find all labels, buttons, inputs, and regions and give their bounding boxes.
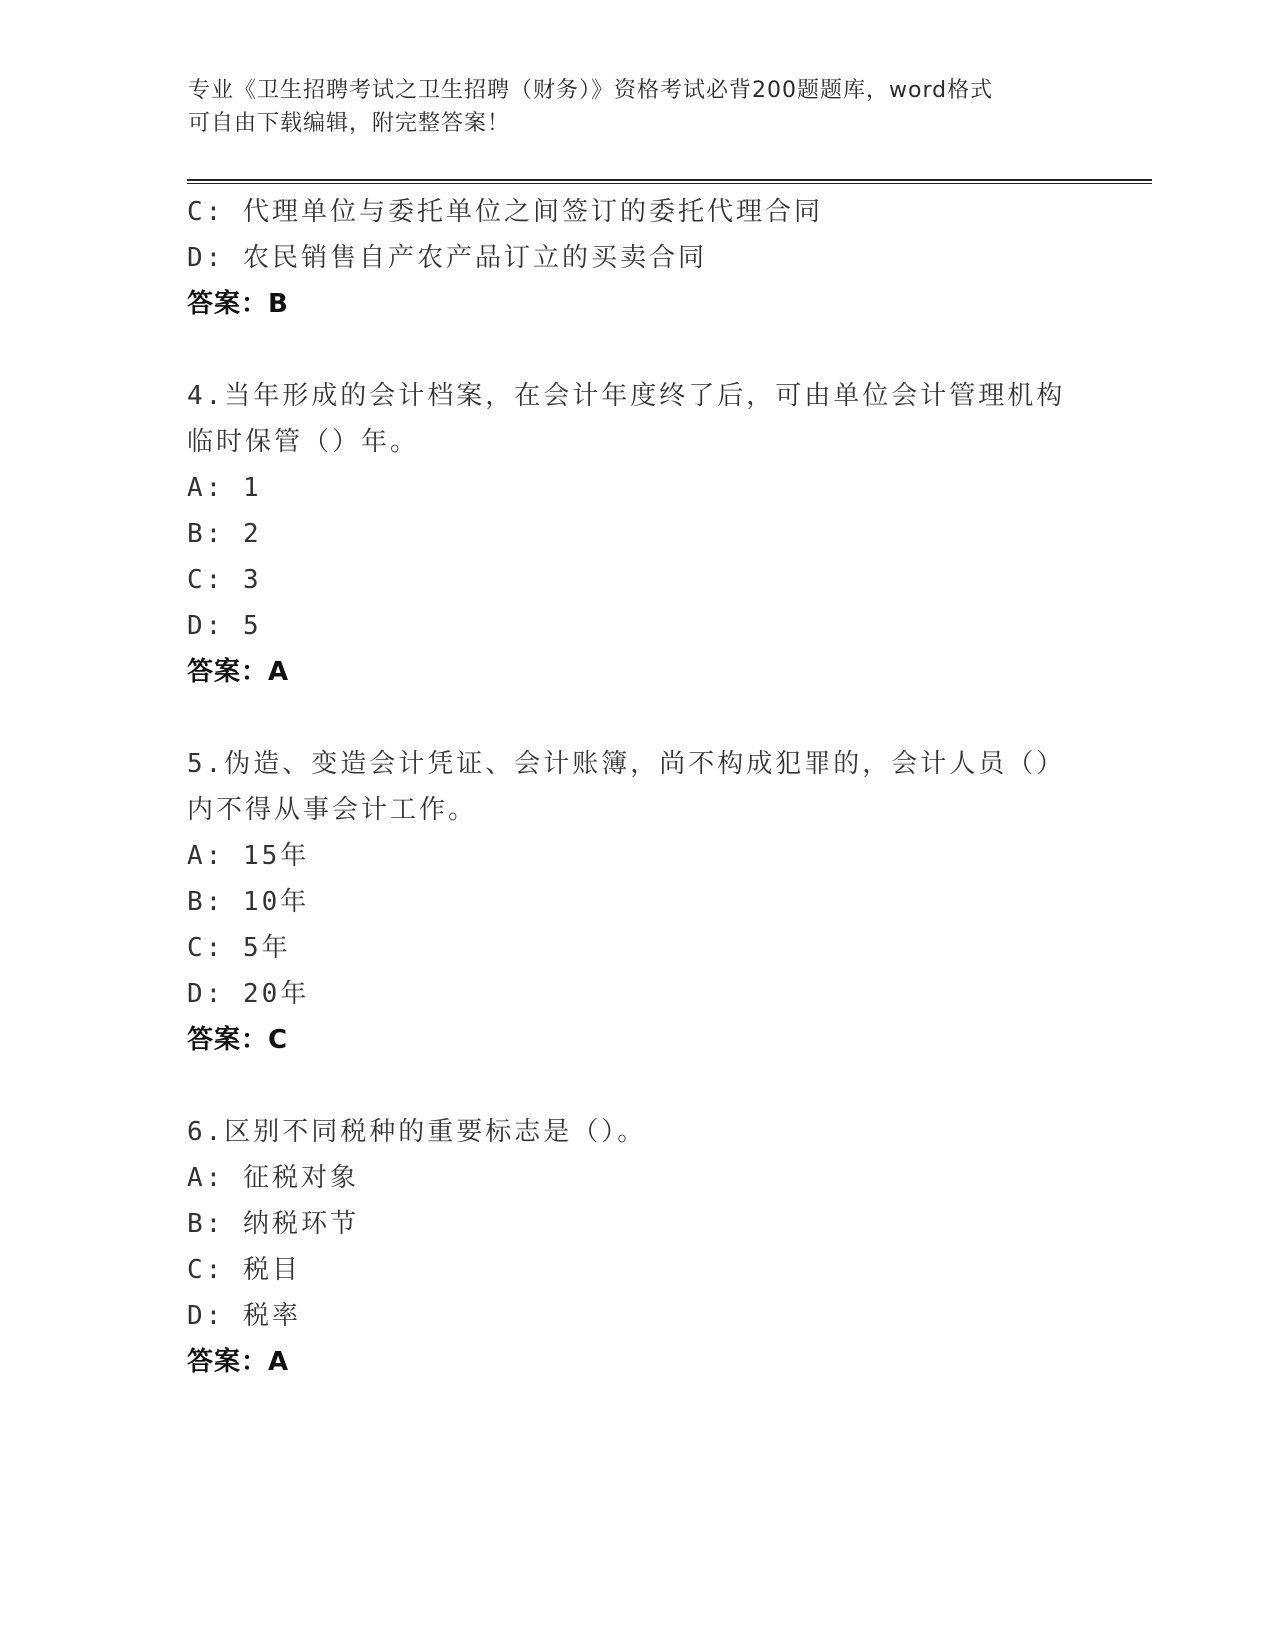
question-6-answer: 答案：A (187, 1347, 290, 1377)
question-list (187, 189, 1087, 1385)
question-6 (187, 1109, 1087, 1385)
question-5-stem-line-2: 内不得从事会计工作。 (187, 795, 478, 825)
question-6-option-c: C: 税目 (187, 1255, 301, 1285)
header-title-line-2: 可自由下载编辑，附完整答案！ (188, 111, 511, 136)
question-5-option-b: B: 10年 (187, 887, 310, 917)
question-5-answer: 答案：C (187, 1025, 289, 1055)
question-6-stem-line-1: 6.区别不同税种的重要标志是（）。 (187, 1117, 647, 1147)
question-3-option-c: C: 代理单位与委托单位之间签订的委托代理合同 (187, 197, 823, 227)
question-3-answer: 答案：B (187, 289, 289, 319)
question-5-stem-line-1: 5.伪造、变造会计凭证、会计账簿，尚不构成犯罪的，会计人员（） (187, 749, 1066, 779)
question-5-option-a: A: 15年 (187, 841, 310, 871)
question-4-answer: 答案：A (187, 657, 290, 687)
question-3-option-d: D: 农民销售自产农产品订立的买卖合同 (187, 243, 707, 273)
page-header (188, 74, 1068, 140)
header-divider (187, 179, 1152, 184)
question-5 (187, 741, 1087, 1063)
question-3-tail (187, 189, 1087, 327)
question-spacer (187, 327, 1087, 373)
question-spacer (187, 695, 1087, 741)
question-6-option-b: B: 纳税环节 (187, 1209, 359, 1239)
question-4 (187, 373, 1087, 695)
question-4-option-c: C: 3 (187, 565, 262, 595)
question-4-stem-line-2: 临时保管（）年。 (187, 427, 420, 457)
question-6-option-d: D: 税率 (187, 1301, 301, 1331)
question-4-option-a: A: 1 (187, 473, 262, 503)
question-spacer (187, 1063, 1087, 1109)
question-4-stem-line-1: 4.当年形成的会计档案，在会计年度终了后，可由单位会计管理机构 (187, 381, 1066, 411)
question-6-option-a: A: 征税对象 (187, 1163, 359, 1193)
question-4-option-b: B: 2 (187, 519, 262, 549)
question-5-option-d: D: 20年 (187, 979, 310, 1009)
question-5-option-c: C: 5年 (187, 933, 291, 963)
question-4-option-d: D: 5 (187, 611, 262, 641)
header-title-line-1: 专业《卫生招聘考试之卫生招聘（财务）》资格考试必背200题题库，word格式 (188, 78, 994, 103)
